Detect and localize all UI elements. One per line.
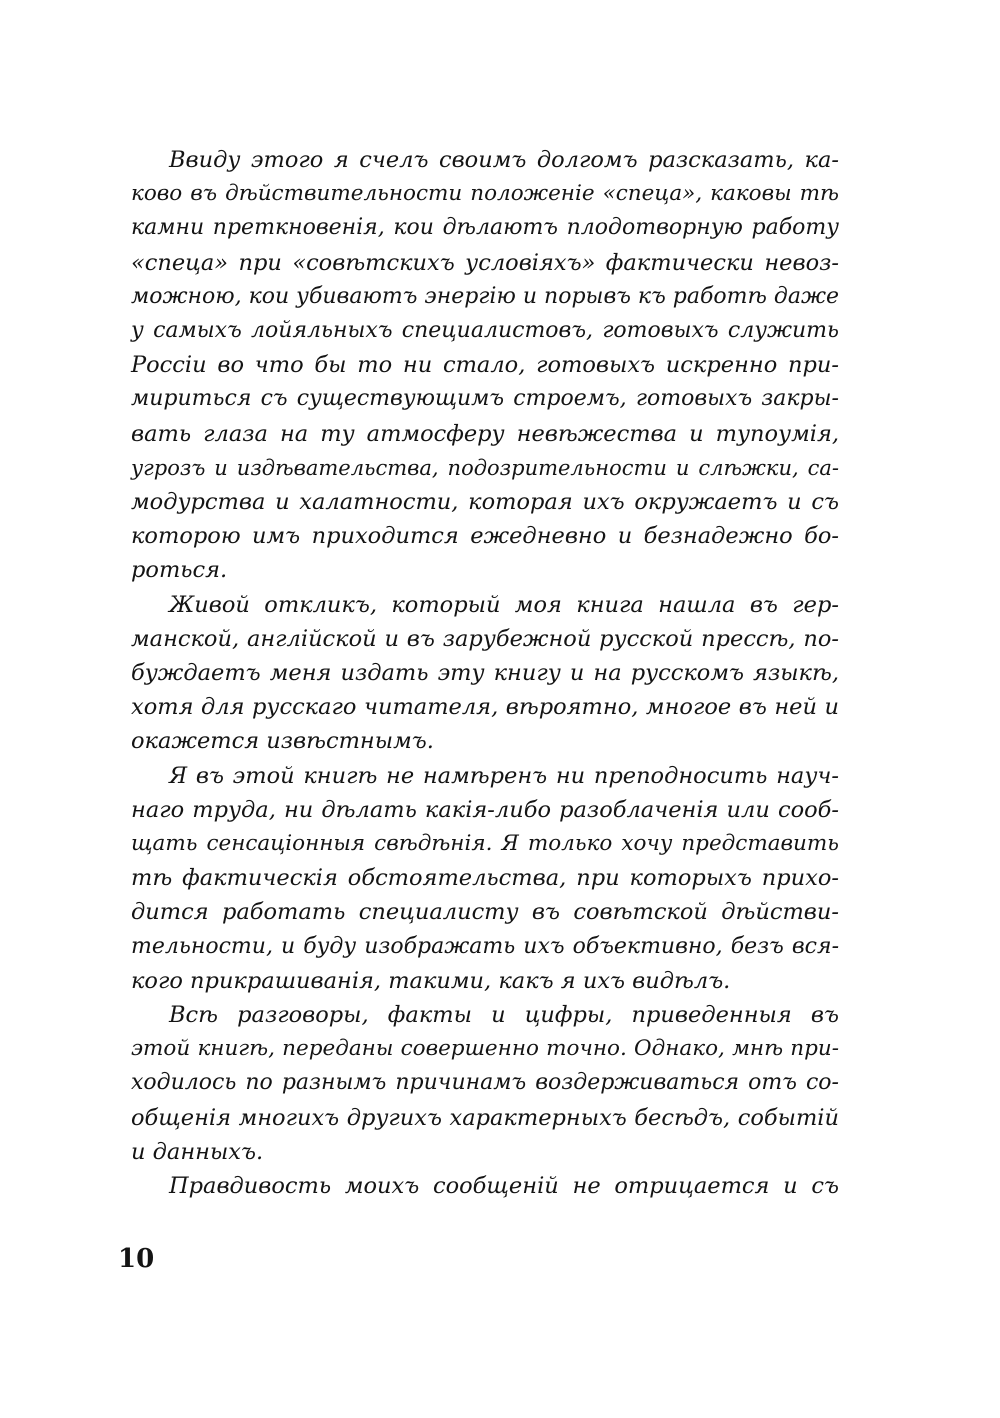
text-line: можною, кои убиваютъ энергiю и порывъ къ работѣ даже — [131, 283, 839, 309]
text-line: вать глаза на ту атмосферу невѣжества и тупоумiя, — [131, 420, 839, 447]
text-line: Всѣ разговоры, факты и цифры, приведенныя въ — [169, 1002, 839, 1029]
text-line: «спеца» при «совѣтскихъ условiяхъ» фактически невоз- — [131, 249, 839, 276]
text-line: тѣ фактическiя обстоятельства, при которыхъ прихо- — [131, 865, 839, 892]
text-line: тельности, и буду изображать ихъ объективно, безъ вся- — [131, 933, 839, 959]
paragraph-2 — [131, 588, 839, 759]
text-line: которою имъ приходится ежедневно и безнадежно бо- — [131, 523, 839, 550]
paragraph-4 — [131, 998, 839, 1169]
text-line: Я въ этой книгѣ не намѣренъ ни преподносить науч- — [169, 762, 839, 789]
text-line: этой книгѣ, переданы совершенно точно. Однако, мнѣ при- — [131, 1036, 839, 1062]
text-line: угрозъ и издѣвательства, подозрительности и слѣжки, са- — [131, 455, 839, 480]
text-line: манской, англiйской и въ зарубежной русской прессѣ, по- — [131, 625, 839, 652]
text-line: хотя для русскаго читателя, вѣроятно, многое въ ней и — [131, 694, 839, 721]
paragraph-1 — [131, 143, 839, 588]
text-line: окажется извѣстнымъ. — [131, 728, 434, 755]
text-line: мириться съ существующимъ строемъ, готовыхъ закры- — [131, 386, 839, 412]
paragraph-5 — [131, 1169, 839, 1203]
text-line: Россiи во что бы то ни стало, готовыхъ искренно при- — [131, 352, 839, 379]
page-number: 10 — [118, 1244, 155, 1274]
text-line: Живой откликъ, который моя книга нашла въ гер- — [169, 591, 839, 618]
text-line: буждаетъ меня издать эту книгу и на русскомъ языкѣ, — [131, 660, 839, 687]
text-line: Ввиду этого я счелъ своимъ долгомъ разсказать, ка- — [169, 147, 839, 173]
text-line: дится работать специалисту въ совѣтской дѣйстви- — [131, 899, 839, 926]
main-text — [131, 143, 839, 1203]
text-line: и данныхъ. — [131, 1138, 264, 1165]
text-line: щать сенсацiонныя свѣдѣнiя. Я только хочу представить — [131, 831, 839, 857]
text-line: роться. — [131, 557, 228, 584]
text-line: Правдивость моихъ сообщенiй не отрицается и съ — [169, 1173, 839, 1200]
text-line: общенiя многихъ другихъ характерныхъ бесѣдъ, событiй — [131, 1104, 839, 1131]
paragraph-3 — [131, 759, 839, 998]
text-line: наго труда, ни дѣлать какiя-либо разоблаченiя или сооб- — [131, 796, 839, 823]
text-line: камни преткновенiя, кои дѣлаютъ плодотворную работу — [131, 215, 839, 241]
text-line: у самыхъ лойяльныхъ специалистовъ, готовыхъ служить — [131, 318, 839, 344]
text-line: модурства и халатности, которая ихъ окружаетъ и съ — [131, 489, 839, 516]
text-line: ходилось по разнымъ причинамъ воздерживаться отъ со- — [131, 1070, 839, 1096]
text-line: кого прикрашиванiя, такими, какъ я ихъ видѣлъ. — [131, 967, 731, 994]
text-line: ково въ дѣйствительности положенiе «спеца», каковы тѣ — [131, 181, 839, 207]
